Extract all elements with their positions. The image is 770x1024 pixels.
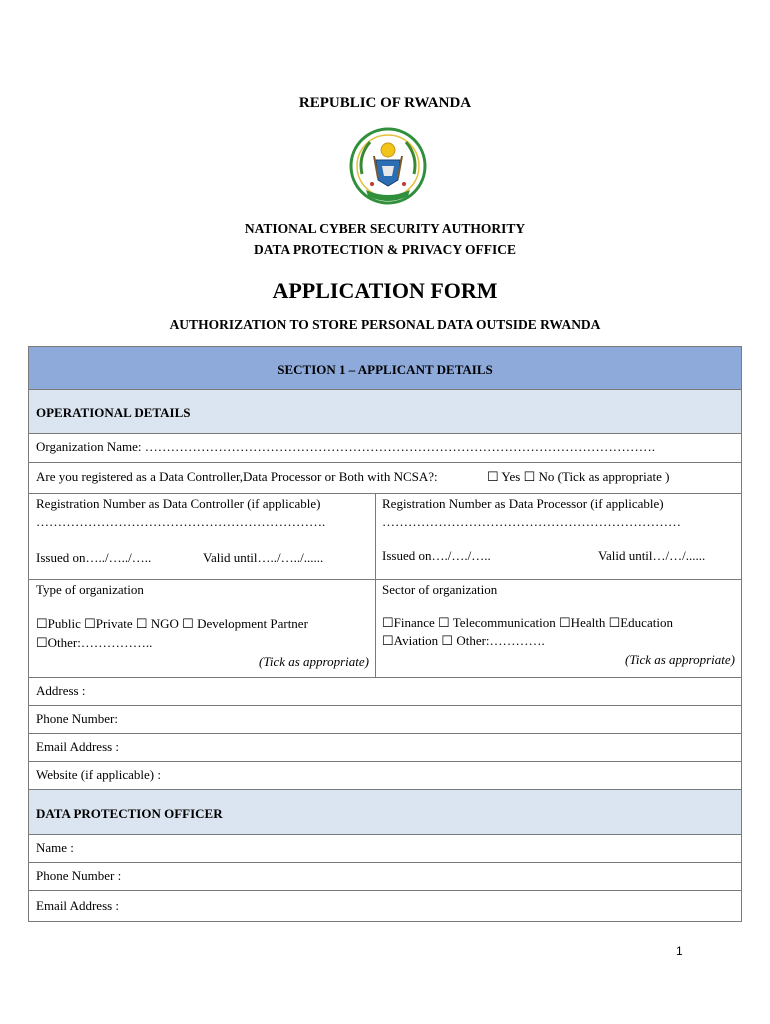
controller-registration-label: Registration Number as Data Controller (if applicable) bbox=[36, 496, 321, 511]
processor-issued-on: Issued on…./…./….. bbox=[382, 548, 491, 563]
section1-header: SECTION 1 – APPLICANT DETAILS bbox=[29, 347, 741, 390]
org-name-line2: DATA PROTECTION & PRIVACY OFFICE bbox=[253, 242, 517, 257]
processor-valid-until: Valid until…/…/...... bbox=[598, 548, 706, 563]
registration-numbers-row bbox=[29, 494, 741, 580]
processor-registration-dots: …………………………………………………………… bbox=[382, 514, 681, 529]
organization-type-label: Type of organization bbox=[36, 582, 144, 597]
dpo-header: DATA PROTECTION OFFICER bbox=[29, 790, 741, 835]
registration-yes-no-options[interactable]: ☐ Yes ☐ No (Tick as appropriate ) bbox=[487, 469, 670, 484]
processor-registration-cell[interactable] bbox=[376, 494, 741, 579]
organization-name-field[interactable]: Organization Name: ………………………………………………………………………………………………………. bbox=[29, 434, 741, 463]
organization-type-cell bbox=[29, 580, 376, 677]
sector-cell bbox=[376, 580, 741, 677]
sector-tick-note: (Tick as appropriate) bbox=[624, 652, 735, 667]
sector-other[interactable]: ☐Aviation ☐ Other:…………. bbox=[382, 633, 545, 648]
controller-valid-until: Valid until…../…../...... bbox=[203, 550, 324, 565]
form-subtitle: AUTHORIZATION TO STORE PERSONAL DATA OUTSIDE RWANDA bbox=[169, 317, 601, 332]
coat-of-arms-icon bbox=[348, 126, 428, 212]
controller-registration-cell[interactable] bbox=[29, 494, 376, 579]
registration-question: Are you registered as a Data Controller,Data Processor or Both with NCSA?: bbox=[36, 469, 438, 484]
email-address-field[interactable]: Email Address : bbox=[29, 734, 741, 762]
country-heading: REPUBLIC OF RWANDA bbox=[298, 95, 472, 111]
dpo-phone-field[interactable]: Phone Number : bbox=[29, 863, 741, 891]
organization-type-other[interactable]: ☐Other:…………….. bbox=[36, 635, 153, 650]
page-number: 1 bbox=[676, 944, 683, 958]
org-name-line1: NATIONAL CYBER SECURITY AUTHORITY bbox=[244, 221, 526, 236]
organization-type-options[interactable]: ☐Public ☐Private ☐ NGO ☐ Development Partner bbox=[36, 616, 308, 631]
controller-registration-dots: …………………………………………………………. bbox=[36, 514, 326, 529]
controller-issued-on: Issued on…../…../….. bbox=[36, 550, 152, 565]
address-field[interactable]: Address : bbox=[29, 678, 741, 706]
sector-label: Sector of organization bbox=[382, 582, 498, 597]
organization-type-tick-note: (Tick as appropriate) bbox=[258, 654, 369, 669]
dpo-name-field[interactable]: Name : bbox=[29, 835, 741, 863]
phone-number-field[interactable]: Phone Number: bbox=[29, 706, 741, 734]
registration-status-row bbox=[29, 463, 741, 494]
processor-registration-label: Registration Number as Data Processor (if applicable) bbox=[382, 496, 664, 511]
application-form-table bbox=[28, 346, 742, 922]
operational-details-header: OPERATIONAL DETAILS bbox=[29, 390, 741, 434]
sector-options[interactable]: ☐Finance ☐ Telecommunication ☐Health ☐Education bbox=[382, 615, 673, 630]
organization-type-row bbox=[29, 580, 741, 678]
form-title: APPLICATION FORM bbox=[272, 278, 498, 303]
dpo-email-field[interactable]: Email Address : bbox=[36, 898, 120, 913]
website-field[interactable]: Website (if applicable) : bbox=[29, 762, 741, 790]
